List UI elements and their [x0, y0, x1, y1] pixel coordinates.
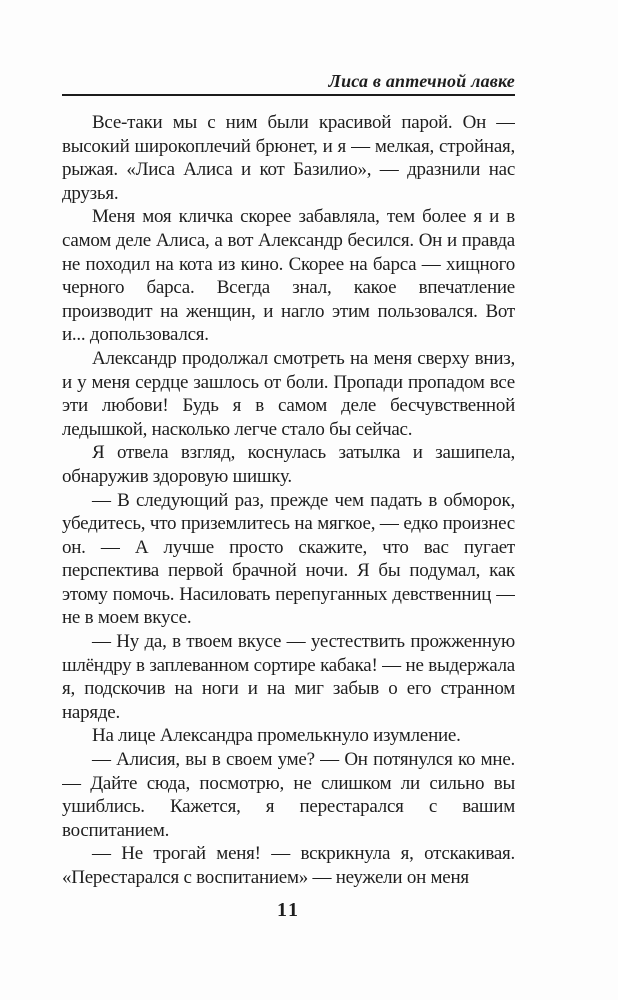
- paragraph: — Ну да, в твоем вкусе — уестествить прожженную шлёндру в заплеванном сортире кабака! — не выдержала я, подскочив на ноги и на миг забыв о его странном наряде.: [62, 631, 515, 723]
- running-title: Лиса в аптечной лавке: [328, 71, 515, 91]
- body-text: [62, 111, 515, 897]
- paragraph: Александр продолжал смотреть на меня сверху вниз, и у меня сердце зашлось от боли. Пропади пропадом все эти любови! Будь я в самом деле бесчувственной ледышкой, насколько легче стало бы сейчас.: [62, 347, 515, 440]
- paragraph: — Не трогай меня! — вскрикнула я, отскакивая. «Перестарался с воспитанием» — неужели он меня: [62, 843, 515, 888]
- paragraph: — Алисия, вы в своем уме? — Он потянулся ко мне. — Дайте сюда, посмотрю, не слишком ли сильно вы ушиблись. Кажется, я перестарался с вашим воспитанием.: [62, 749, 515, 841]
- paragraph: На лице Александра промелькнуло изумление.: [92, 725, 461, 747]
- paragraph: Я отвела взгляд, коснулась затылка и зашипела, обнаружив здоровую шишку.: [62, 442, 515, 487]
- header-rule: [62, 94, 515, 96]
- paragraph: Все-таки мы с ним были красивой парой. Он — высокий широкоплечий брюнет, и я — мелкая, стройная, рыжая. «Лиса Алиса и кот Базилио», — дразнили нас друзья.: [62, 112, 515, 204]
- paragraph: Меня моя кличка скорее забавляла, тем более я и в самом деле Алиса, а вот Александр бесился. Он и правда не походил на кота из кино. Скорее на барса — хищного черного барса. Всегда знал, какое впечатление производит на женщин, и нагло этим пользовался. Вот и... допользовался.: [62, 206, 515, 346]
- paragraph: — В следующий раз, прежде чем падать в обморок, убедитесь, что приземлитесь на мягкое, — едко произнес он. — А лучше просто скажите, что вас пугает перспектива первой брачной ночи. Я бы подумал, как этому помочь. Насиловать перепуганных девственниц — не в моем вкусе.: [62, 489, 515, 629]
- page-number: 11: [277, 899, 300, 921]
